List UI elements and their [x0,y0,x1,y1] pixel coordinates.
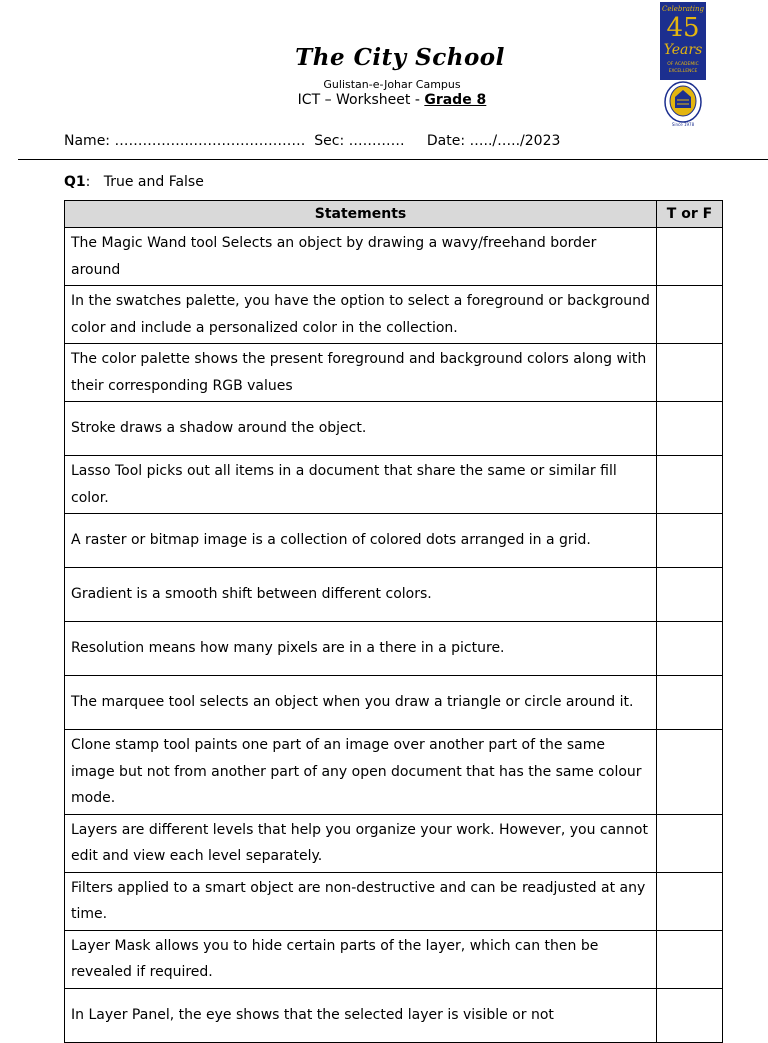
answer-cell[interactable] [657,514,723,568]
answer-cell[interactable] [657,402,723,456]
statement-cell: Filters applied to a smart object are non-destructive and can be readjusted at any time. [65,872,657,930]
table-row [65,344,723,402]
statements-header: Statements [65,201,657,228]
answer-cell[interactable] [657,568,723,622]
campus-name: Gulistan-e-Johar Campus [323,78,461,91]
statement-cell: Lasso Tool picks out all items in a document that share the same or similar fill color. [65,456,657,514]
table-row [65,456,723,514]
worksheet-title [0,92,768,108]
statement-cell: Resolution means how many pixels are in a there in a picture. [65,622,657,676]
logo-line3: OF ACADEMIC [667,62,699,67]
statement-cell: A raster or bitmap image is a collection of colored dots arranged in a grid. [65,514,657,568]
statement-cell: In Layer Panel, the eye shows that the selected layer is visible or not [65,988,657,1042]
worksheet-prefix: ICT – Worksheet - [297,92,425,108]
logo-number: 45 [666,13,700,43]
answer-cell[interactable] [657,988,723,1042]
statement-cell: The marquee tool selects an object when you draw a triangle or circle around it. [65,676,657,730]
table-row [65,872,723,930]
logo-line4: EXCELLENCE [668,69,698,74]
table-row [65,988,723,1042]
grade-label: Grade 8 [424,92,487,108]
answer-cell[interactable] [657,286,723,344]
table-row [65,286,723,344]
question-title: : True and False [85,174,204,190]
logo-line1: Celebrating [662,5,704,13]
table-header-row [65,201,723,228]
statement-cell: The Magic Wand tool Selects an object by drawing a wavy/freehand border around [65,228,657,286]
statement-cell: Stroke draws a shadow around the object. [65,402,657,456]
statement-cell: Layer Mask allows you to hide certain parts of the layer, which can then be revealed if required. [65,930,657,988]
question-heading [64,174,204,190]
table-body [65,228,723,1043]
answer-cell[interactable] [657,228,723,286]
statement-cell: The color palette shows the present foreground and background colors along with their corresponding RGB values [65,344,657,402]
table-row [65,676,723,730]
table-row [65,622,723,676]
statement-cell: In the swatches palette, you have the option to select a foreground or background color and include a personalized color in the collection. [65,286,657,344]
anniversary-logo [660,2,706,128]
answer-cell[interactable] [657,930,723,988]
answer-cell[interactable] [657,622,723,676]
answer-cell[interactable] [657,730,723,815]
table-row [65,814,723,872]
logo-line2: Years [663,42,703,58]
crest-icon [665,82,701,122]
answer-cell[interactable] [657,456,723,514]
statement-cell: Gradient is a smooth shift between different colors. [65,568,657,622]
answer-header: T or F [657,201,723,228]
table-row [65,568,723,622]
table-row [65,930,723,988]
statement-cell: Clone stamp tool paints one part of an image over another part of the same image but not from another part of any open document that has the same colour mode. [65,730,657,815]
header-divider [18,159,768,160]
answer-cell[interactable] [657,344,723,402]
statement-cell: Layers are different levels that help you organize your work. However, you cannot edit and view each level separately. [65,814,657,872]
school-name: The City School [295,44,505,71]
table-row [65,514,723,568]
table-row [65,730,723,815]
table-row [65,228,723,286]
table-row [65,402,723,456]
student-info-line: Name: ……………..…………………… Sec: ………… Date: …../…../2023 [64,133,561,149]
question-number: Q1 [64,174,86,190]
logo-since: Since 1978 [671,122,695,127]
answer-cell[interactable] [657,814,723,872]
answer-cell[interactable] [657,872,723,930]
answer-cell[interactable] [657,676,723,730]
true-false-table [64,200,723,1043]
